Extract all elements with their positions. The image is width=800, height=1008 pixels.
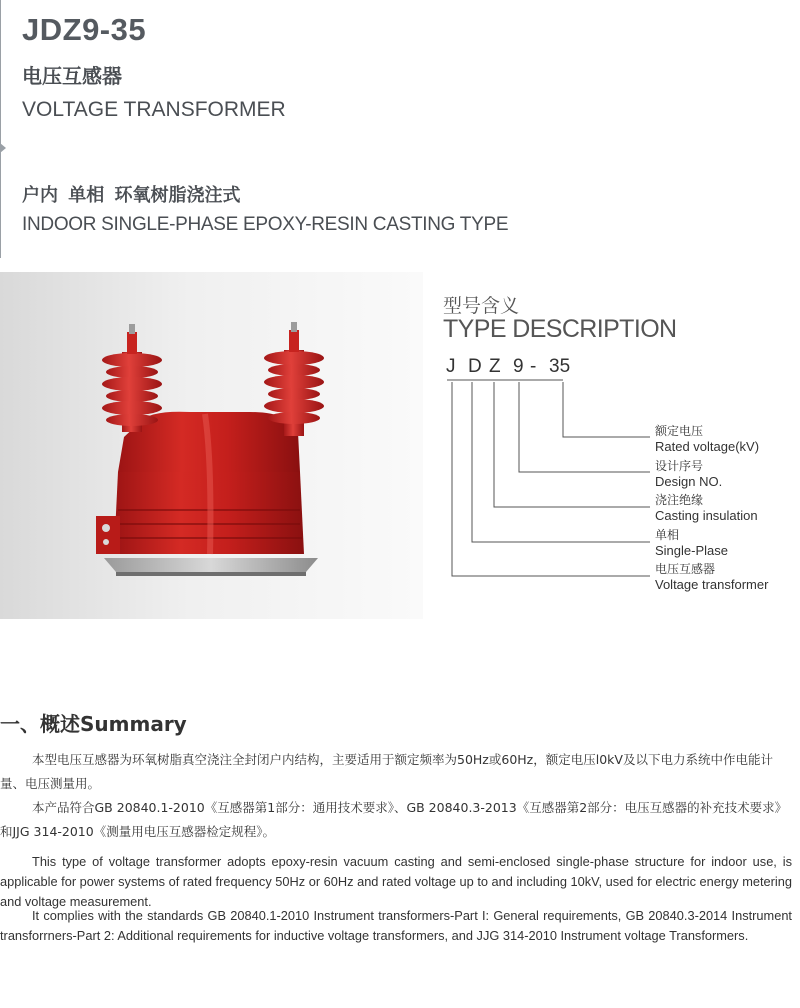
type-description-title-cn: 型号含义: [443, 295, 520, 317]
product-type-cn: 户内 单相 环氧树脂浇注式: [22, 185, 241, 206]
label-voltage-transformer-en: Voltage transformer: [655, 577, 769, 592]
label-rated-voltage-en: Rated voltage(kV): [655, 439, 760, 454]
product-title-en: VOLTAGE TRANSFORMER: [22, 98, 286, 121]
label-single-phase-cn: 单相: [655, 528, 680, 542]
type-description-title-en: TYPE DESCRIPTION: [443, 315, 677, 343]
summary-heading: 一、概述Summary: [0, 712, 187, 736]
label-design-no-en: Design NO.: [655, 474, 723, 489]
product-title-cn: 电压互感器: [22, 64, 122, 88]
model-number: JDZ9-35: [22, 12, 147, 47]
label-casting-insulation-cn: 浇注绝缘: [655, 493, 704, 507]
summary-en-paragraph-1: This type of voltage transformer adopts epoxy-resin vacuum casting and semi-enclosed single-phase structure for indoor use, is applicable for power systems of rated frequency 50Hz or 60Hz and rated voltage up to and including 10kV, used for electric energy metering and voltage measurement.: [0, 854, 792, 909]
label-rated-voltage-cn: 额定电压: [655, 424, 704, 438]
code-char-z: Z: [489, 356, 501, 377]
summary-en-paragraph-2: It complies with the standards GB 20840.1-2010 Instrument transformers-Part I: General requirements, GB 20840.3-2014 Instrument transforrners-Part 2: Additional requirements for inductive voltage transformers, and JJG 314-2010 Instrument voltage Transformers.: [0, 908, 792, 943]
label-casting-insulation-en: Casting insulation: [655, 508, 758, 523]
code-char-35: 35: [549, 356, 571, 377]
summary-cn-paragraph-1: 本型电压互感器为环氧树脂真空浇注全封闭户内结构，主要适用于额定频率为50Hz或60Hz，额定电压l0kV及以下电力系统中作电能计量、电压测量用。: [0, 752, 773, 791]
label-voltage-transformer-cn: 电压互感器: [655, 562, 716, 576]
code-char-j: J: [446, 356, 456, 377]
code-char-d: D: [468, 356, 482, 377]
code-char-dash: -: [530, 356, 537, 377]
product-type-en: INDOOR SINGLE-PHASE EPOXY-RESIN CASTING TYPE: [22, 214, 509, 235]
code-char-9: 9: [513, 356, 524, 377]
label-single-phase-en: Single-Plase: [655, 543, 728, 558]
summary-cn-paragraph-2: 本产品符合GB 20840.1-2010《互感器第1部分：通用技术要求》、GB 20840.3-2013《互感器第2部分：电压互感器的补充技术要求》和JJG 314-2010《测量用电压互感器检定规程》。: [0, 800, 788, 839]
label-design-no-cn: 设计序号: [655, 459, 704, 473]
